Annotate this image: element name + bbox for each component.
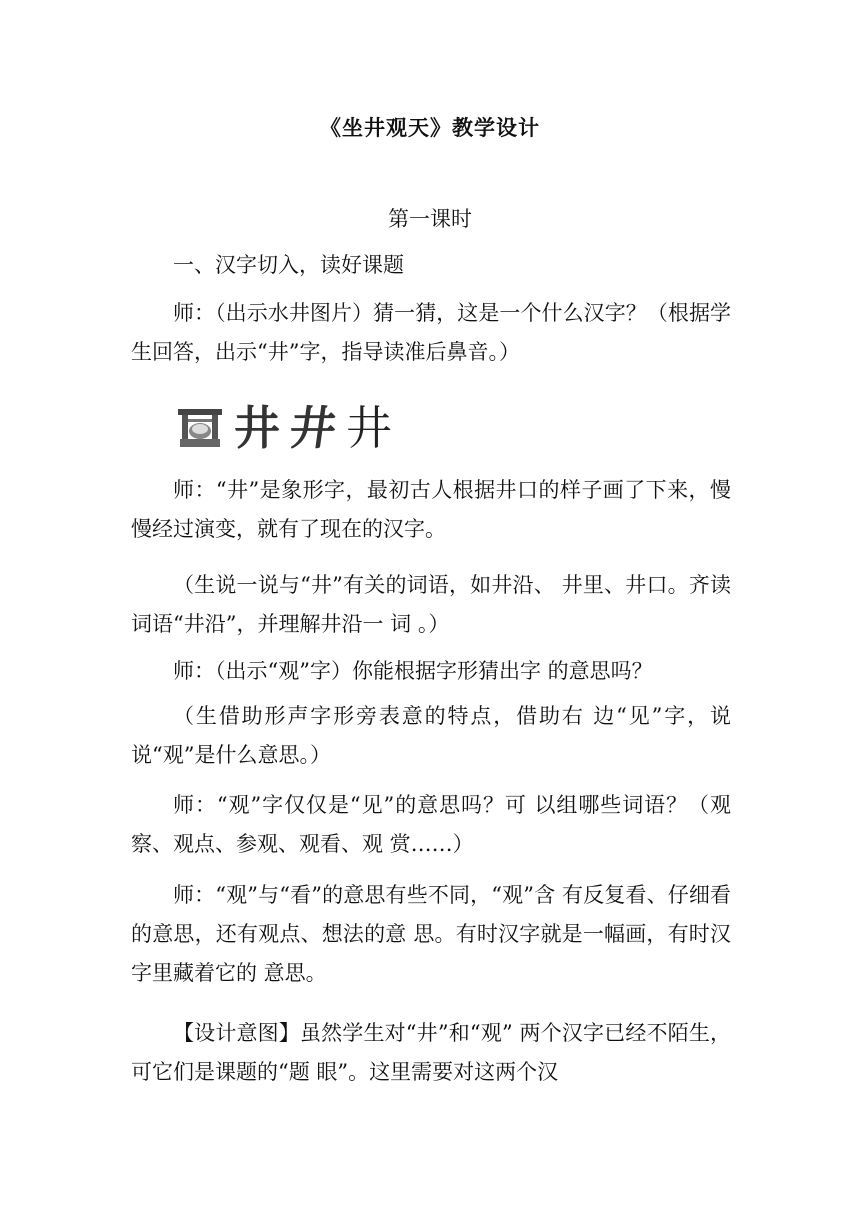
well-picture-icon <box>176 405 224 451</box>
paragraph-6: 师：“观”字仅仅是“见”的意思吗？可 以组哪些词语？（观察、观点、参观、观看、观 赏……） <box>131 793 731 856</box>
section-heading: 一、汉字切入，读好课题 <box>173 253 404 277</box>
paragraph-2: 师：“井”是象形字，最初古人根据井口的样子画了下来，慢 慢经过演变，就有了现在的汉字。 <box>131 478 731 541</box>
paragraph-1: 师：（出示水井图片）猜一猜，这是一个什么汉字？（根据学生回答，出示“井”字，指导读准后鼻音。） <box>131 301 731 364</box>
document-title: 《坐井观天》教学设计 <box>320 116 540 140</box>
lesson-heading: 第一课时 <box>388 207 472 231</box>
paragraph-3: （生说一说与“井”有关的词语，如井沿、 井里、井口。齐读词语“井沿”，并理解井沿一 词 。） <box>131 573 731 636</box>
ancient-glyph-1: 井 <box>234 401 280 455</box>
modern-glyph: 井 <box>346 401 392 455</box>
ancient-glyph-2: 井 <box>286 401 340 455</box>
paragraph-5: （生借助形声字形旁表意的特点，借助右 边“见”字，说说“观”是什么意思。） <box>131 704 731 767</box>
glyph-evolution-figure <box>176 398 436 458</box>
paragraph-4: 师：（出示“观”字）你能根据字形猜出字 的意思吗？ <box>173 659 653 683</box>
paragraph-design-intent: 【设计意图】虽然学生对“井”和“观” 两个汉字已经不陌生，可它们是课题的“题 眼”。这里需要对这两个汉 <box>131 1021 731 1084</box>
paragraph-7: 师：“观”与“看”的意思有些不同，“观”含 有反复看、仔细看的意思，还有观点、想法的意 思。有时汉字就是一幅画，有时汉字里藏着它的 意思。 <box>131 883 731 985</box>
